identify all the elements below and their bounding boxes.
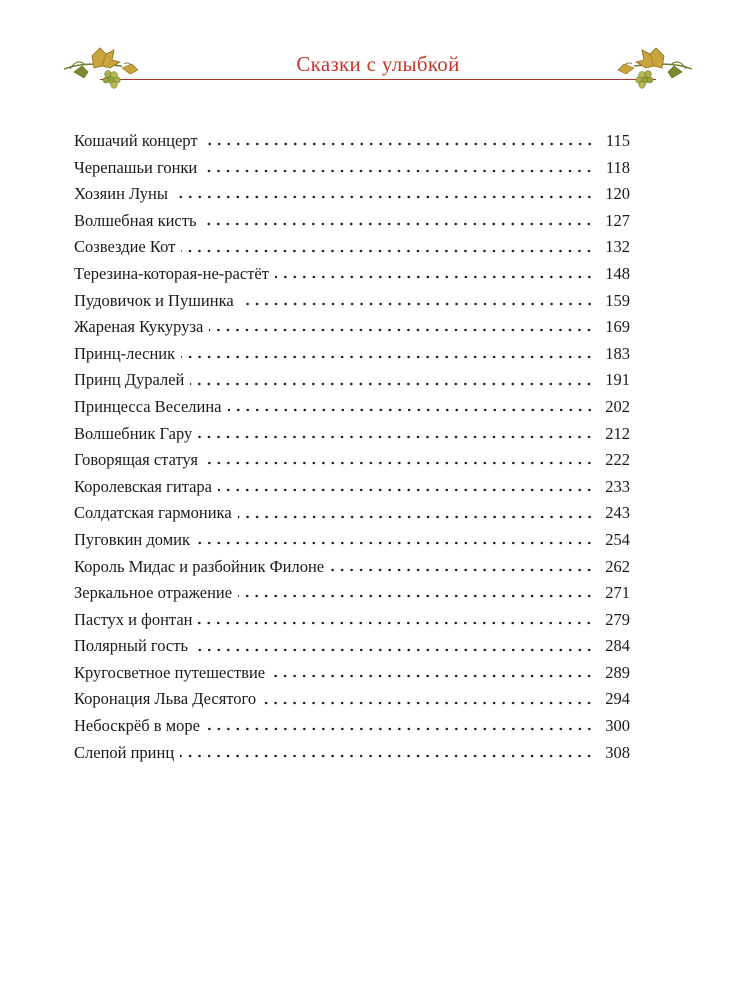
toc-entry <box>74 421 630 448</box>
toc-entry-title: Жареная Кукуруза <box>74 317 204 337</box>
toc-entry <box>74 314 630 341</box>
toc-entry-title: Солдатская гармоника <box>74 503 232 523</box>
toc-entry-page-number: 308 <box>605 742 630 762</box>
toc-entry-page-number: 191 <box>605 370 630 390</box>
toc-entry-page-number: 120 <box>605 184 630 204</box>
toc-entry-title: Пуговкин домик <box>74 529 190 549</box>
toc-entry-title: Зеркальное отражение <box>74 583 233 603</box>
toc-entry <box>74 554 630 581</box>
toc-entry-title: Коронация Льва Десятого <box>74 689 257 709</box>
toc-entry-title: Полярный гость <box>74 636 188 656</box>
toc-entry <box>74 208 630 235</box>
page-header <box>0 40 756 100</box>
toc-entry <box>74 181 630 208</box>
toc-dot-leader <box>271 674 594 678</box>
toc-entry <box>74 367 630 394</box>
toc-entry-title: Волшебник Гару <box>74 423 193 443</box>
toc-dot-leader <box>181 355 594 359</box>
toc-entry-page-number: 243 <box>605 503 630 523</box>
toc-entry-title: Черепашьи гонки <box>74 157 198 177</box>
toc-entry-page-number: 202 <box>605 396 630 416</box>
toc-entry <box>74 261 630 288</box>
toc-entry <box>74 474 630 501</box>
toc-dot-leader <box>196 541 594 545</box>
toc-entry-title: Королевская гитара <box>74 476 213 496</box>
toc-entry <box>74 740 630 767</box>
toc-dot-leader <box>228 408 595 412</box>
table-of-contents <box>74 128 630 766</box>
toc-entry-page-number: 233 <box>605 476 630 496</box>
toc-entry-page-number: 284 <box>605 636 630 656</box>
toc-entry-page-number: 148 <box>605 263 630 283</box>
toc-dot-leader <box>203 169 594 173</box>
toc-entry-page-number: 183 <box>605 343 630 363</box>
toc-entry-page-number: 294 <box>605 689 630 709</box>
toc-entry-title: Хозяин Луны <box>74 184 168 204</box>
toc-entry <box>74 607 630 634</box>
toc-dot-leader <box>174 195 594 199</box>
toc-dot-leader <box>204 461 594 465</box>
toc-entry-title: Король Мидас и разбойник Филоне <box>74 556 325 576</box>
toc-dot-leader <box>330 568 594 572</box>
toc-entry <box>74 234 630 261</box>
toc-dot-leader <box>240 302 594 306</box>
toc-entry <box>74 288 630 315</box>
toc-entry-title: Пудовичок и Пушинка <box>74 290 234 310</box>
toc-entry-title: Кругосветное путешествие <box>74 662 266 682</box>
toc-entry-page-number: 222 <box>605 450 630 470</box>
toc-entry-title: Пастух и фонтан <box>74 609 193 629</box>
toc-entry-page-number: 159 <box>605 290 630 310</box>
toc-entry <box>74 713 630 740</box>
toc-entry <box>74 447 630 474</box>
toc-dot-leader <box>198 435 594 439</box>
toc-entry <box>74 394 630 421</box>
toc-entry <box>74 341 630 368</box>
toc-dot-leader <box>206 727 594 731</box>
toc-dot-leader <box>194 648 594 652</box>
toc-entry-title: Кошачий концерт <box>74 131 198 150</box>
toc-entry-page-number: 132 <box>605 237 630 257</box>
toc-dot-leader <box>275 275 594 279</box>
header-rule <box>100 79 656 80</box>
toc-dot-leader <box>204 142 594 146</box>
toc-entry <box>74 660 630 687</box>
toc-dot-leader <box>218 488 594 492</box>
toc-dot-leader <box>238 515 594 519</box>
toc-entry-page-number: 279 <box>605 609 630 629</box>
toc-entry-title: Небоскрёб в море <box>74 716 200 736</box>
toc-entry-page-number: 115 <box>605 131 630 150</box>
toc-dot-leader <box>238 594 594 598</box>
toc-entry <box>74 580 630 607</box>
toc-dot-leader <box>180 754 594 758</box>
toc-entry-page-number: 254 <box>605 529 630 549</box>
running-header-title-text: Сказки с улыбкой <box>288 52 467 76</box>
toc-entry-page-number: 300 <box>605 716 630 736</box>
toc-entry <box>74 155 630 182</box>
toc-entry <box>74 500 630 527</box>
toc-entry-title: Принц-лесник <box>74 343 176 363</box>
toc-entry-title: Терезина-которая-не-растёт <box>74 263 269 283</box>
toc-entry-title: Созвездие Кот <box>74 237 176 257</box>
toc-entry-title: Волшебная кисть <box>74 210 197 230</box>
toc-entry-page-number: 289 <box>605 662 630 682</box>
toc-entry-page-number: 271 <box>605 583 630 603</box>
toc-entry-page-number: 169 <box>605 317 630 337</box>
toc-entry-title: Слепой принц <box>74 742 175 762</box>
running-header-title <box>0 52 756 77</box>
toc-entry-title: Принцесса Веселина <box>74 396 222 416</box>
toc-dot-leader <box>262 701 594 705</box>
toc-entry <box>74 633 630 660</box>
toc-dot-leader <box>190 382 594 386</box>
toc-dot-leader <box>198 621 594 625</box>
toc-entry-page-number: 262 <box>605 556 630 576</box>
toc-dot-leader <box>181 249 594 253</box>
toc-entry <box>74 128 630 155</box>
toc-entry <box>74 527 630 554</box>
toc-entry-page-number: 118 <box>605 157 630 177</box>
toc-entry-title: Принц Дуралей <box>74 370 185 390</box>
toc-entry-page-number: 212 <box>605 423 630 443</box>
toc-dot-leader <box>202 222 594 226</box>
toc-entry-page-number: 127 <box>605 210 630 230</box>
toc-entry <box>74 686 630 713</box>
toc-dot-leader <box>209 328 594 332</box>
toc-entry-title: Говорящая статуя <box>74 450 198 470</box>
